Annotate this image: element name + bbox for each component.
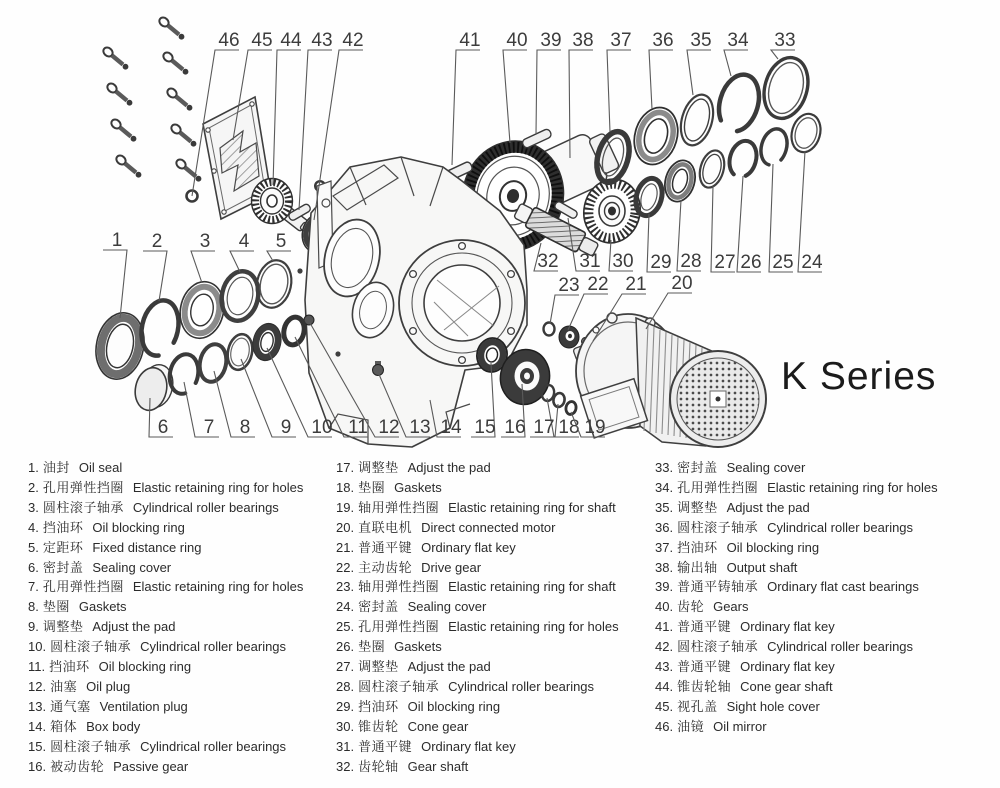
legend-item-chinese: 普通平铸轴承 — [677, 579, 759, 595]
legend-item-number: 36. — [655, 519, 674, 535]
legend-item-chinese: 垫圈 — [358, 479, 386, 495]
legend-item-english: Elastic retaining ring for shaft — [448, 499, 616, 515]
legend-item-chinese: 密封盖 — [677, 460, 718, 475]
legend-item — [336, 478, 619, 498]
legend-item-number: 5. — [28, 539, 39, 555]
legend-item-chinese: 视孔盖 — [677, 698, 718, 714]
legend-item-english: Ordinary flat cast bearings — [767, 579, 919, 595]
legend-item — [28, 597, 303, 617]
legend-item-number: 35. — [655, 499, 674, 515]
callout-number-42: 42 — [342, 30, 364, 51]
callout-number-8: 8 — [239, 417, 251, 438]
legend-item-number: 8. — [28, 599, 39, 615]
legend-item — [336, 538, 619, 558]
callout-leader-3 — [191, 251, 215, 283]
callout-leader-23 — [550, 295, 579, 324]
callout-number-34: 34 — [727, 30, 749, 51]
left-parts-chain — [90, 257, 307, 413]
legend-item-number: 33. — [655, 460, 674, 475]
legend-item-english: Elastic retaining ring for shaft — [448, 579, 616, 595]
callout-number-17: 17 — [533, 417, 555, 438]
legend-item — [28, 478, 303, 498]
oil-blocking-ring-29 — [632, 175, 667, 218]
callout-leader-40 — [503, 50, 527, 143]
oil-blocking-ring-11 — [281, 315, 306, 347]
legend-item-english: Drive gear — [421, 559, 482, 575]
callout-number-32: 32 — [537, 251, 559, 272]
legend-item-number: 7. — [28, 579, 39, 595]
legend-item-chinese: 油塞 — [50, 678, 78, 694]
legend-item — [28, 677, 303, 697]
legend-item — [28, 757, 303, 777]
legend-item-chinese: 挡油环 — [677, 539, 718, 555]
sealing-cover-33 — [757, 52, 814, 123]
legend-item — [28, 458, 303, 478]
legend-item-chinese: 油镜 — [677, 718, 705, 734]
legend-item-english: Cone gear — [407, 718, 469, 734]
callout-number-11: 11 — [348, 417, 368, 438]
legend-item-english: Oil blocking ring — [98, 659, 192, 675]
legend-item — [336, 498, 619, 518]
legend-item — [28, 498, 303, 518]
legend-item — [655, 717, 938, 737]
legend-item-number: 16. — [28, 758, 47, 774]
callout-number-21: 21 — [625, 274, 647, 295]
legend-item — [655, 697, 938, 717]
legend-item — [28, 737, 303, 757]
callout-leader-44 — [273, 50, 301, 185]
legend-item-english: Elastic retaining ring for holes — [132, 479, 304, 495]
legend-item — [336, 737, 619, 757]
callout-number-28: 28 — [680, 251, 702, 272]
legend-item-number: 22. — [336, 559, 355, 575]
legend-item-number: 30. — [336, 718, 355, 734]
legend-item — [655, 518, 938, 538]
legend-item-number: 40. — [655, 599, 674, 615]
callout-number-31: 31 — [579, 251, 601, 272]
callout-number-14: 14 — [440, 417, 462, 438]
legend-item-english: Ordinary flat key — [740, 619, 835, 635]
legend-item-english: Adjust the pad — [407, 659, 491, 675]
legend-item — [336, 637, 619, 657]
legend-item-english: Ordinary flat key — [421, 539, 516, 555]
legend-item-chinese: 圆柱滚子轴承 — [677, 639, 759, 655]
legend-item-english: Gear shaft — [407, 758, 469, 774]
adjust-pad-35 — [675, 91, 718, 149]
roller-bearing-10 — [250, 321, 284, 363]
callout-number-27: 27 — [714, 252, 736, 273]
retaining-ring-7 — [166, 352, 202, 397]
legend-item-chinese: 主动齿轮 — [358, 559, 413, 575]
legend-item-english: Ordinary flat key — [421, 738, 516, 754]
legend-item-chinese: 轴用弹性挡圈 — [358, 579, 440, 595]
legend-column-1 — [28, 458, 303, 777]
legend-item-chinese: 圆柱滚子轴承 — [42, 499, 124, 515]
legend-item-chinese: 调整垫 — [358, 659, 399, 675]
legend-item — [336, 617, 619, 637]
legend-item-number: 12. — [28, 678, 47, 694]
legend-item-english: Oil blocking ring — [92, 519, 185, 535]
legend-item-english: Direct connected motor — [421, 519, 556, 535]
oil-seal-1 — [90, 308, 150, 383]
callout-number-38: 38 — [572, 30, 594, 51]
legend-item-number: 42. — [655, 639, 674, 655]
legend-item-chinese: 普通平键 — [358, 539, 413, 555]
legend-item-chinese: 圆柱滚子轴承 — [50, 639, 132, 655]
legend-item-number: 27. — [336, 659, 355, 675]
legend-item-chinese: 调整垫 — [677, 499, 718, 515]
legend-item — [336, 458, 619, 478]
callout-number-26: 26 — [740, 252, 762, 273]
callout-number-44: 44 — [280, 30, 302, 51]
roller-bearing-3 — [175, 278, 229, 343]
legend-item-english: Elastic retaining ring for holes — [448, 619, 619, 635]
callout-leader-4 — [230, 251, 254, 272]
callout-number-41: 41 — [459, 30, 481, 51]
legend-item — [655, 458, 938, 478]
legend-item — [336, 697, 619, 717]
legend-item-english: Output shaft — [726, 559, 798, 575]
legend-item-english: Ventilation plug — [99, 698, 188, 714]
adjust-pad-27 — [696, 148, 729, 191]
legend-item — [28, 697, 303, 717]
legend-item-chinese: 普通平键 — [358, 738, 413, 754]
legend-column-2 — [336, 458, 619, 777]
callout-number-18: 18 — [558, 417, 580, 438]
legend-item-chinese: 箱体 — [50, 718, 78, 734]
legend-item — [655, 677, 938, 697]
legend-item-chinese: 普通平键 — [677, 619, 732, 635]
legend-item-number: 2. — [28, 479, 39, 495]
callout-number-9: 9 — [280, 417, 292, 438]
roller-bearing-36 — [628, 102, 684, 169]
legend-item-chinese: 齿轮 — [677, 599, 705, 615]
legend-column-3 — [655, 458, 938, 737]
legend-item-chinese: 被动齿轮 — [50, 758, 105, 774]
legend-item-english: Sealing cover — [407, 599, 487, 615]
legend-item-chinese: 调整垫 — [358, 460, 399, 475]
legend-item-chinese: 孔用弹性挡圈 — [358, 619, 440, 635]
callout-leader-36 — [649, 50, 673, 109]
legend-item-english: Gaskets — [78, 599, 127, 615]
legend-item-english: Sealing cover — [92, 559, 172, 575]
legend-item-english: Box body — [86, 718, 141, 734]
callout-number-30: 30 — [612, 251, 634, 272]
callout-number-5: 5 — [275, 231, 287, 252]
legend-item-chinese: 圆柱滚子轴承 — [50, 738, 132, 754]
callout-number-39: 39 — [540, 30, 562, 51]
legend-item-number: 15. — [28, 738, 47, 754]
retaining-ring-23 — [544, 323, 555, 336]
legend-item-number: 45. — [655, 698, 674, 714]
retaining-ring-25 — [757, 126, 791, 168]
legend-item-english: Adjust the pad — [407, 460, 491, 475]
legend-item-number: 44. — [655, 678, 674, 694]
legend-item-number: 18. — [336, 479, 355, 495]
callout-number-1: 1 — [111, 230, 123, 251]
callout-leader-34 — [724, 50, 748, 76]
callout-number-4: 4 — [238, 231, 250, 252]
legend-item-chinese: 齿轮轴 — [358, 758, 399, 774]
legend-item-english: Passive gear — [113, 758, 189, 774]
legend-item-number: 11. — [28, 659, 46, 675]
adjust-pad-9 — [225, 332, 256, 372]
legend-item-english: Sight hole cover — [726, 698, 820, 714]
right-rings-upper — [591, 52, 814, 186]
legend-item — [28, 518, 303, 538]
legend-item-english: Oil mirror — [713, 718, 767, 734]
sealing-cover-24 — [787, 110, 825, 155]
drive-gear-22 — [559, 326, 579, 348]
legend-item-chinese: 定距环 — [42, 539, 84, 555]
callout-number-45: 45 — [251, 30, 273, 51]
legend-item-number: 38. — [655, 559, 674, 575]
legend-item-number: 25. — [336, 619, 355, 635]
legend-item — [655, 558, 938, 578]
callout-number-24: 24 — [801, 252, 823, 273]
legend-item — [28, 577, 303, 597]
legend-item-number: 13. — [28, 698, 47, 714]
legend-item-english: Cylindrical roller bearings — [140, 738, 287, 754]
callout-number-35: 35 — [690, 30, 712, 51]
legend-item-chinese: 密封盖 — [42, 559, 84, 575]
legend-item — [655, 597, 938, 617]
legend-item-number: 28. — [336, 678, 355, 694]
legend-item — [655, 538, 938, 558]
legend-item-chinese: 锥齿轮轴 — [677, 678, 732, 694]
legend-item-chinese: 输出轴 — [677, 559, 718, 575]
gasket-26 — [725, 138, 760, 181]
callout-number-23: 23 — [558, 275, 580, 296]
legend-item-chinese: 密封盖 — [358, 599, 399, 615]
cover-screws — [102, 16, 202, 182]
legend-item-number: 24. — [336, 599, 355, 615]
oil-blocking-ring-4 — [217, 268, 263, 324]
legend-item-chinese: 油封 — [42, 460, 70, 475]
callout-number-16: 16 — [504, 417, 526, 438]
legend-item-number: 3. — [28, 499, 39, 515]
callout-number-3: 3 — [199, 231, 211, 252]
legend-item — [336, 577, 619, 597]
legend-item-english: Cylindrical roller bearings — [140, 639, 287, 655]
legend-item-english: Oil blocking ring — [726, 539, 820, 555]
callout-number-37: 37 — [610, 30, 632, 51]
legend-item-english: Oil seal — [78, 460, 123, 475]
callout-number-15: 15 — [474, 417, 496, 438]
legend-item — [336, 657, 619, 677]
legend-item-english: Elastic retaining ring for holes — [132, 579, 304, 595]
legend-item-number: 9. — [28, 619, 39, 635]
callout-number-2: 2 — [151, 231, 163, 252]
legend-item-number: 32. — [336, 758, 355, 774]
legend-item — [28, 657, 303, 677]
callout-number-19: 19 — [584, 417, 606, 438]
gasket-8 — [196, 342, 229, 385]
legend-item-number: 31. — [336, 738, 355, 754]
legend-item-chinese: 挡油环 — [49, 659, 90, 675]
legend-item — [336, 597, 619, 617]
legend-item-chinese: 挡油环 — [358, 698, 399, 714]
legend-item-chinese: 调整垫 — [42, 619, 84, 635]
legend-item-number: 39. — [655, 579, 674, 595]
retaining-ring-34 — [713, 70, 766, 136]
callout-number-13: 13 — [409, 417, 431, 438]
legend-item-english: Oil blocking ring — [407, 698, 501, 714]
legend-item-english: Adjust the pad — [92, 619, 176, 635]
legend-item — [655, 478, 938, 498]
callout-number-29: 29 — [650, 252, 672, 273]
legend-item-english: Cylindrical roller bearings — [448, 678, 595, 694]
legend-item-english: Cylindrical roller bearings — [767, 639, 914, 655]
legend-item-number: 21. — [336, 539, 355, 555]
legend-item-chinese: 孔用弹性挡圈 — [677, 479, 759, 495]
legend-item-number: 29. — [336, 698, 355, 714]
roller-bearing-28 — [660, 157, 699, 205]
legend-item-number: 26. — [336, 639, 355, 655]
legend-item-number: 20. — [336, 519, 355, 535]
legend-item-english: Adjust the pad — [726, 499, 810, 515]
callout-number-33: 33 — [774, 30, 796, 51]
retaining-ring-2 — [137, 297, 184, 359]
legend-item-chinese: 轴用弹性挡圈 — [358, 499, 440, 515]
legend-item — [28, 558, 303, 578]
legend-item-english: Sealing cover — [726, 460, 806, 475]
legend-item-number: 6. — [28, 559, 39, 575]
legend-item-number: 1. — [28, 460, 39, 475]
callout-number-10: 10 — [311, 417, 333, 438]
legend-item-chinese: 圆柱滚子轴承 — [358, 678, 440, 694]
legend-item — [336, 558, 619, 578]
legend-item-english: Cylindrical roller bearings — [767, 519, 914, 535]
legend-item — [655, 498, 938, 518]
legend-item-chinese: 孔用弹性挡圈 — [42, 479, 124, 495]
callout-number-40: 40 — [506, 30, 528, 51]
legend-item-chinese: 孔用弹性挡圈 — [42, 579, 124, 595]
callout-number-7: 7 — [203, 417, 215, 438]
legend-item — [28, 617, 303, 637]
callout-leader-1 — [103, 250, 127, 318]
callout-number-43: 43 — [311, 30, 333, 51]
legend-item-english: Gears — [713, 599, 749, 615]
callout-leader-35 — [687, 50, 711, 95]
legend-item — [336, 757, 619, 777]
legend-item-chinese: 挡油环 — [42, 519, 84, 535]
callout-leader-2 — [143, 251, 167, 301]
legend-item — [336, 518, 619, 538]
legend-item-chinese: 垫圈 — [42, 599, 70, 615]
legend-item-english: Cone gear shaft — [740, 678, 833, 694]
legend-item — [336, 677, 619, 697]
legend-item-number: 17. — [336, 460, 355, 475]
callout-leader-41 — [452, 50, 480, 165]
legend-item — [655, 637, 938, 657]
legend-item — [655, 577, 938, 597]
legend-item-english: Oil plug — [86, 678, 131, 694]
legend-item-english: Elastic retaining ring for holes — [767, 479, 938, 495]
callout-number-12: 12 — [378, 417, 400, 438]
legend-item-number: 41. — [655, 619, 674, 635]
legend-item-number: 14. — [28, 718, 47, 734]
legend-item-chinese: 通气塞 — [50, 698, 91, 714]
legend-item — [655, 617, 938, 637]
legend-item-english: Fixed distance ring — [92, 539, 202, 555]
legend-item-number: 34. — [655, 479, 674, 495]
legend-item-number: 10. — [28, 639, 47, 655]
legend-item-number: 4. — [28, 519, 39, 535]
legend-item — [28, 637, 303, 657]
callout-number-22: 22 — [587, 274, 609, 295]
legend-item-chinese: 垫圈 — [358, 639, 386, 655]
legend-item — [28, 538, 303, 558]
legend-item-number: 46. — [655, 718, 674, 734]
legend-item — [28, 717, 303, 737]
legend-item-english: Cylindrical roller bearings — [132, 499, 279, 515]
legend-item — [336, 717, 619, 737]
legend-item-english: Gaskets — [394, 479, 442, 495]
legend-item-chinese: 普通平键 — [677, 659, 732, 675]
legend-item-chinese: 锥齿轮 — [358, 718, 399, 734]
legend-item — [655, 657, 938, 677]
callout-leader-39 — [536, 50, 561, 134]
series-title: K Series — [781, 355, 937, 398]
callout-number-6: 6 — [157, 417, 169, 438]
callout-number-20: 20 — [671, 273, 693, 294]
callout-number-25: 25 — [772, 252, 794, 273]
motor-fan-cover — [670, 351, 766, 447]
callout-number-36: 36 — [652, 30, 674, 51]
legend-item-number: 37. — [655, 539, 674, 555]
legend-item-chinese: 圆柱滚子轴承 — [677, 519, 759, 535]
legend-item-english: Ordinary flat key — [740, 659, 835, 675]
legend-item-english: Gaskets — [394, 639, 442, 655]
legend-item-number: 23. — [336, 579, 355, 595]
callout-leader-37 — [607, 50, 631, 132]
legend-item-number: 43. — [655, 659, 674, 675]
legend-item-number: 19. — [336, 499, 355, 515]
legend-item-chinese: 直联电机 — [358, 519, 413, 535]
callout-number-46: 46 — [218, 30, 240, 51]
